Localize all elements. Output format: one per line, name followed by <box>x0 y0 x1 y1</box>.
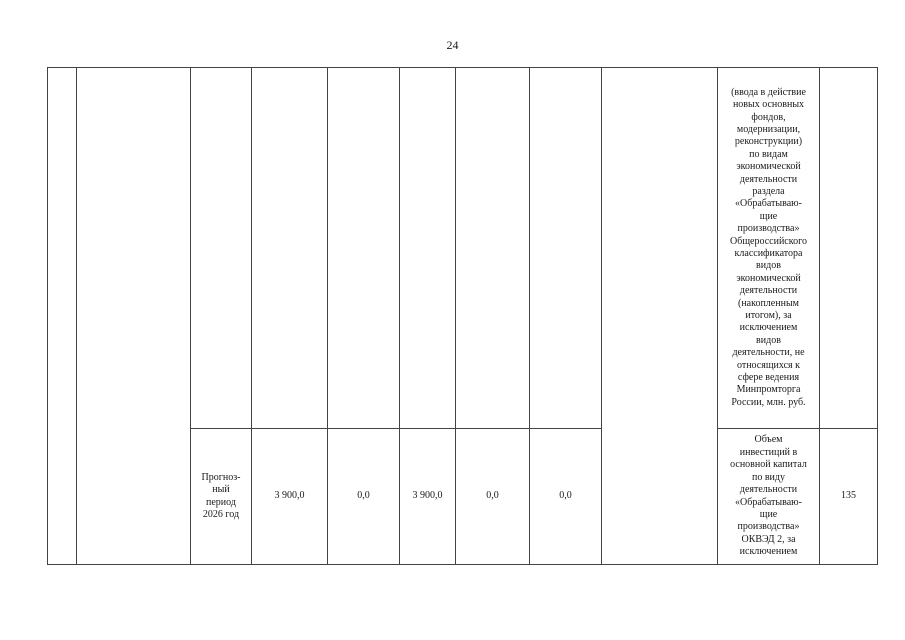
program-table <box>47 67 878 565</box>
cell-total <box>252 68 328 429</box>
table-row <box>48 68 878 429</box>
cell-regional: 3 900,0 <box>400 429 456 565</box>
cell-federal <box>328 68 400 429</box>
cell-other <box>530 68 602 429</box>
cell-regional <box>400 68 456 429</box>
cell-period: Прогноз- ный период 2026 год <box>191 429 252 565</box>
cell-indicator-value <box>820 68 878 429</box>
cell-federal: 0,0 <box>328 429 400 565</box>
cell-executor <box>602 68 718 565</box>
cell-number <box>48 68 77 565</box>
cell-other: 0,0 <box>530 429 602 565</box>
cell-local: 0,0 <box>456 429 530 565</box>
cell-indicator-text: Объем инвестиций в основной капитал по виду деятельности «Обрабатываю- щие производства» ОКВЭД 2, за исключением <box>718 429 820 565</box>
cell-indicator-value: 135 <box>820 429 878 565</box>
cell-measure-name <box>77 68 191 565</box>
cell-total: 3 900,0 <box>252 429 328 565</box>
cell-local <box>456 68 530 429</box>
cell-indicator-text: (ввода в действие новых основных фондов, модернизации, реконструкции) по видам экономической деятельности раздела «Обрабатываю- щие производства» Общероссийского классификатора видов экономической деятельности (накопленным итогом), за исключением видов деятельности, не относящихся к сфере ведения Минпромторга России, млн. руб. <box>718 68 820 429</box>
page-number: 24 <box>446 38 459 52</box>
cell-period <box>191 68 252 429</box>
